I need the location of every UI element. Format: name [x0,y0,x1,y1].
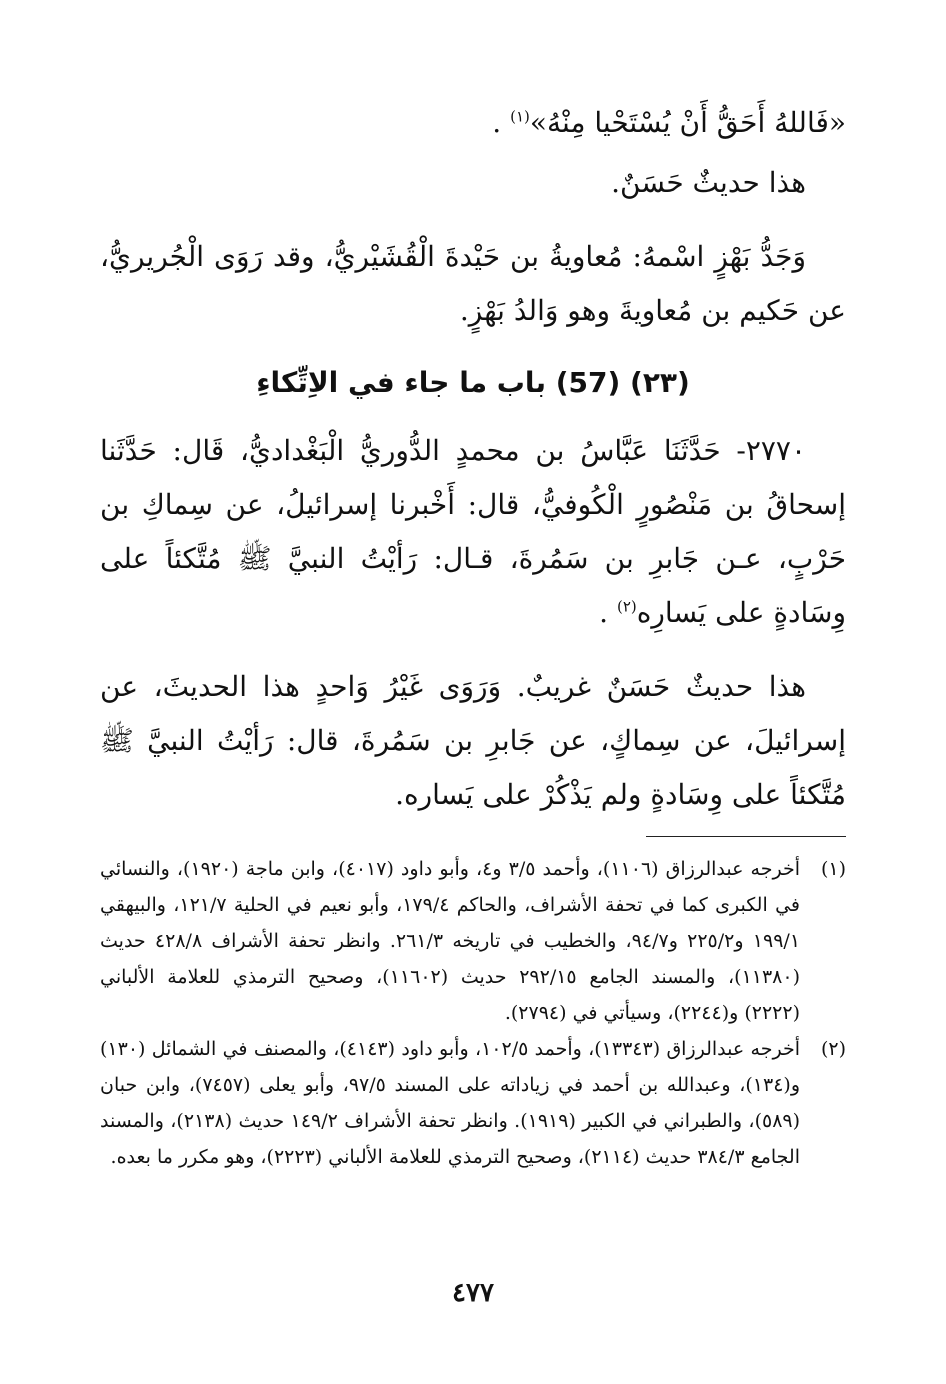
page-content [100,96,846,1175]
footnote-text: أخرجه عبدالرزاق (١٣٣٤٣)، وأحمد ١٠٢/٥، وأبو داود (٤١٤٣)، والمصنف في الشمائل (١٣٠) و(١٣٤)، وعبدالله بن أحمد في زياداته على المسند ٩٧/٥، وأبو يعلى (٧٤٥٧)، وابن حبان (٥٨٩)، والطبراني في الكبير (١٩١٩). وانظر تحفة الأشراف ١٤٩/٢ حديث (٢١٣٨)، والمسند الجامع ٣٨٤/٣ حديث (٢١١٤)، وصحيح الترمذي للعلامة الألباني (٢٢٢٣)، وهو مكرر ما بعده. [100,1038,801,1168]
footnote-number: (٢) [820,1038,846,1060]
footnote-number: (١) [820,858,846,880]
narrator-note: وَجَدُّ بَهْزٍ اسْمهُ: مُعاويةُ بن حَيْدةَ الْقُشَيْريُّ، وقد رَوَى الْجُريريُّ، عن حَكيم بن مُعاويةَ وهو وَالدُ بَهْزٍ. [100,240,846,327]
hadith-text: ٢٧٧٠- حَدَّثَنَا عَبَّاسُ بن محمدٍ الدُّوريُّ الْبَغْداديُّ، قَال: حَدَّثَنا إسحاقُ بن مَنْصُورٍ الْكُوفيُّ، قال: أَخْبرنا إسرائيلُ، عن سِماكِ بن حَرْبٍ، عـن جَابرِ بن سَمُرةَ، قـال: رَأيْتُ النبيَّ ﷺ مُتَّكئاً على وِسَادةٍ على يَسارِه [100,434,847,629]
footnote-1 [100,851,846,1031]
footnote-text: أخرجه عبدالرزاق (١١٠٦)، وأحمد ٣/٥ و٤، وأبو داود (٤٠١٧)، وابن ماجة (١٩٢٠)، والنسائي في الكبرى كما في تحفة الأشراف، والحاكم ١٧٩/٤، وأبو نعيم في الحلية ١٢١/٧، والبيهقي ١٩٩/١ و٢٢٥/٢ و٩٤/٧، والخطيب في تاريخه ٢٦١/٣. وانظر تحفة الأشراف ٤٢٨/٨ حديث (١١٣٨٠)، والمسند الجامع ٢٩٢/١٥ حديث (١١٦٠٢)، وصحيح الترمذي للعلامة الألباني (٢٢٢٢) و(٢٢٤٤)، وسيأتي في (٢٧٩٤). [100,858,801,1024]
grading-statement-2: هذا حديثٌ حَسَنٌ غريبٌ. وَرَوَى غَيْرُ وَاحدٍ هذا الحديثَ، عن إسرائيلَ، عن سِماكٍ، عن جَابرِ بن سَمُرةَ، قال: رَأيْتُ النبيَّ ﷺ مُتَّكئاً على وِسَادةٍ ولم يَذْكُرْ على يَساره. [100,670,846,811]
grading-statement-1: هذا حديثٌ حَسَنٌ. [611,166,806,199]
footnote-2 [100,1031,846,1175]
footnote-divider [646,836,846,837]
hadith-end: . [599,596,617,629]
footnote-ref-2[interactable]: (٢) [616,597,637,616]
chapter-heading: (٢٣) (57) باب ما جاء في الاِتِّكاءِ [256,366,690,399]
hadith-end-quote [100,96,846,150]
footnote-ref-1[interactable]: (١) [510,107,530,126]
hadith-2770 [100,424,846,640]
quote-end: . [492,106,511,139]
footnotes [100,851,846,1175]
page-number: ٤٧٧ [452,1278,494,1308]
quote-text: «فَاللهُ أَحَقُّ أَنْ يُسْتَحْيا مِنْهُ» [529,106,846,139]
